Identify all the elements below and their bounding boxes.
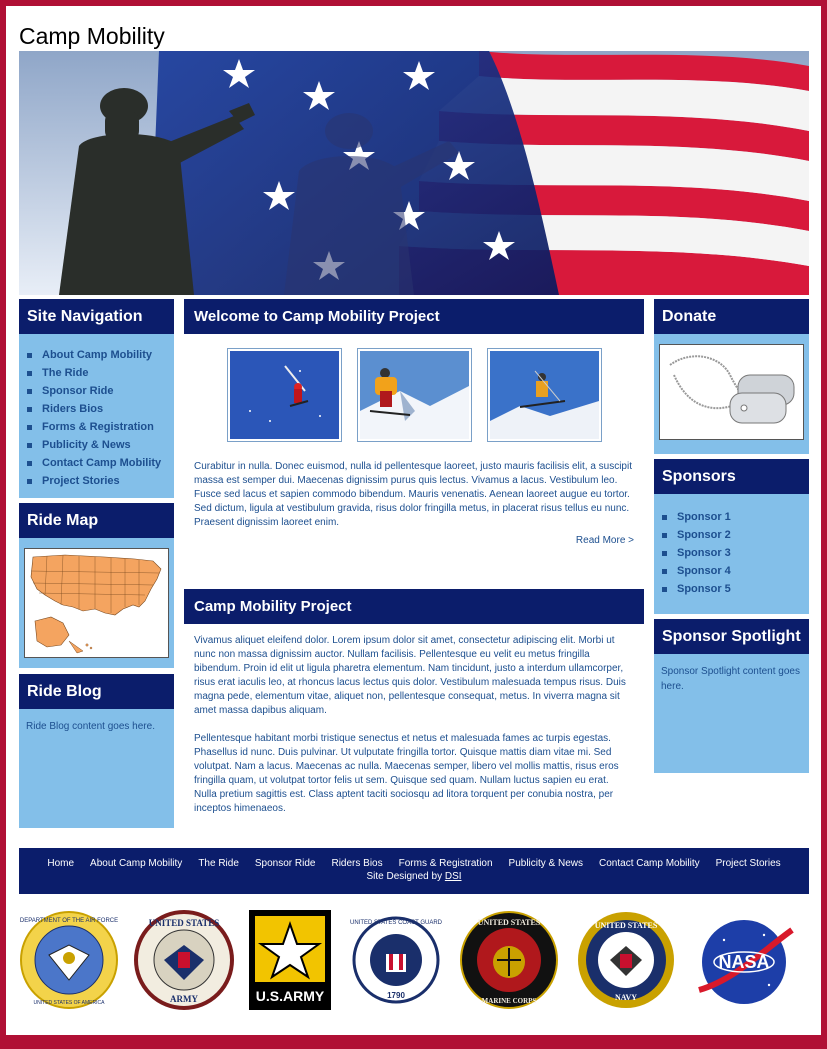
sponsor-spotlight-content: Sponsor Spotlight content goes here. xyxy=(661,666,800,692)
air-force-seal-bottom-text: UNITED STATES OF AMERICA xyxy=(33,1000,105,1006)
read-more-link[interactable]: Read More > xyxy=(575,535,634,546)
ski-photo-3[interactable] xyxy=(487,348,602,442)
air-force-seal-text: DEPARTMENT OF THE AIR FORCE xyxy=(19,918,119,924)
nav-item-about[interactable] xyxy=(27,346,174,364)
welcome-heading: Welcome to Camp Mobility Project xyxy=(184,299,644,334)
ski-photo-2[interactable] xyxy=(357,348,472,442)
nav-link-riders-bios[interactable]: Riders Bios xyxy=(42,403,104,415)
project-paragraph-1: Vivamus aliquet eleifend dolor. Lorem ipsum dolor sit amet, consectetur adipiscing elit. Morbi ut nunc non massa dignissim auctor. Nullam facilisis. Pellentesque eu velit eu metus fringilla bibendum. Proin id elit ut ligula pharetra elementum. Nam tincidunt, justo a interdum ullamcorper, risus erat iaculis leo, at rhoncus lacus lectus quis dolor. Vestibulum malesuada tempus risus. Duis magna pede, elementum vitae, aliquet non, pellentesque consequat, metus. In viverra magna sit amet massa dapibus aliquam. xyxy=(194,635,626,716)
ride-map-heading: Ride Map xyxy=(19,503,174,538)
sponsors-list xyxy=(654,494,809,598)
footer-link-home[interactable]: Home xyxy=(47,858,75,869)
site-title: Camp Mobility xyxy=(19,23,165,49)
sponsor-link-3[interactable]: Sponsor 3 xyxy=(677,547,731,559)
footer-links xyxy=(19,848,809,869)
sponsor-spotlight-body xyxy=(654,654,809,773)
nav-link-sponsor-ride[interactable]: Sponsor Ride xyxy=(42,385,114,397)
ride-blog-panel xyxy=(19,674,174,828)
footer-credit-text: Site Designed by xyxy=(366,871,443,882)
header-banner-image xyxy=(19,51,809,295)
page-frame xyxy=(6,6,821,1035)
site-navigation-body xyxy=(19,334,174,498)
sponsors-panel xyxy=(654,459,809,614)
army-seal-image[interactable] xyxy=(134,910,234,1010)
sponsor-item-5[interactable] xyxy=(662,580,809,598)
sponsor-spotlight-panel xyxy=(654,619,809,773)
donate-panel xyxy=(654,299,809,454)
ride-blog-content: Ride Blog content goes here. xyxy=(26,721,155,732)
footer-link-about[interactable]: About Camp Mobility xyxy=(90,858,183,869)
nav-link-forms[interactable]: Forms & Registration xyxy=(42,421,154,433)
coast-guard-seal-text: UNITED STATES COAST GUARD xyxy=(349,920,443,926)
navy-seal-text: UNITED STATES xyxy=(594,921,658,930)
navy-seal-bottom-text: NAVY xyxy=(614,993,638,1002)
ride-map-panel xyxy=(19,503,174,668)
nav-link-project-stories[interactable]: Project Stories xyxy=(42,475,120,487)
nav-link-publicity[interactable]: Publicity & News xyxy=(42,439,131,451)
sponsor-spotlight-heading: Sponsor Spotlight xyxy=(654,619,809,654)
sponsor-item-3[interactable] xyxy=(662,544,809,562)
footer-link-contact[interactable]: Contact Camp Mobility xyxy=(599,858,700,869)
nav-item-project-stories[interactable] xyxy=(27,472,174,490)
footer-link-forms[interactable]: Forms & Registration xyxy=(398,858,493,869)
site-navigation-list xyxy=(19,334,174,490)
project-heading: Camp Mobility Project xyxy=(184,589,644,624)
footer-link-riders-bios[interactable]: Riders Bios xyxy=(331,858,383,869)
nasa-logo-image[interactable] xyxy=(694,910,794,1010)
us-army-logo-image[interactable] xyxy=(249,910,331,1010)
nav-item-contact[interactable] xyxy=(27,454,174,472)
marines-seal-text: UNITED STATES xyxy=(477,918,541,927)
ski-photo-1[interactable] xyxy=(227,348,342,442)
marines-seal-bottom-text: MARINE CORPS xyxy=(481,997,537,1005)
project-section xyxy=(184,589,644,816)
sponsors-heading: Sponsors xyxy=(654,459,809,494)
nav-link-about[interactable]: About Camp Mobility xyxy=(42,349,152,361)
sponsor-item-2[interactable] xyxy=(662,526,809,544)
footer-link-the-ride[interactable]: The Ride xyxy=(198,858,239,869)
donate-body xyxy=(654,334,809,454)
sponsor-link-2[interactable]: Sponsor 2 xyxy=(677,529,731,541)
footer-navigation xyxy=(19,848,809,894)
sponsor-link-1[interactable]: Sponsor 1 xyxy=(677,511,731,523)
navy-seal-image[interactable] xyxy=(576,910,676,1010)
coast-guard-seal-image[interactable] xyxy=(346,910,446,1010)
nasa-logo-text: NASA xyxy=(718,952,770,972)
welcome-section xyxy=(184,299,644,548)
sponsor-item-4[interactable] xyxy=(662,562,809,580)
footer-link-project-stories[interactable]: Project Stories xyxy=(715,858,781,869)
footer-credit-link[interactable]: DSI xyxy=(444,871,462,882)
ride-blog-heading: Ride Blog xyxy=(19,674,174,709)
site-navigation-heading: Site Navigation xyxy=(19,299,174,334)
project-paragraph-2: Pellentesque habitant morbi tristique senectus et netus et malesuada fames ac turpis egestas. Phasellus id nunc. Duis pulvinar. Ut vulputate fringilla tortor. Quisque mattis diam vitae mi. Sed volutpat. Nam a lacus. Maecenas ac nulla. Maecenas semper, libero vel mollis mattis, risus eros fringilla quam, ut volutpat tortor felis ut sem. Quisque sed quam. Nullam luctus sapien eu erat. Nulla pretium sagittis est. Class aptent taciti sociosqu ad litora torquent per conubia nostra, per inceptos himenaeos. xyxy=(194,733,619,814)
donate-heading: Donate xyxy=(654,299,809,334)
ski-photo-row xyxy=(184,348,644,442)
army-seal-text: UNITED STATES xyxy=(148,918,220,928)
coast-guard-year-text: 1790 xyxy=(387,991,405,1000)
nav-item-publicity[interactable] xyxy=(27,436,174,454)
sponsor-item-1[interactable] xyxy=(662,508,809,526)
nav-link-the-ride[interactable]: The Ride xyxy=(42,367,89,379)
sponsor-link-5[interactable]: Sponsor 5 xyxy=(677,583,731,595)
nav-item-the-ride[interactable] xyxy=(27,364,174,382)
marine-corps-seal-image[interactable] xyxy=(459,910,559,1010)
nav-item-forms[interactable] xyxy=(27,418,174,436)
footer-link-sponsor-ride[interactable]: Sponsor Ride xyxy=(254,858,316,869)
dog-tags-image[interactable] xyxy=(659,344,804,440)
site-navigation-panel xyxy=(19,299,174,498)
air-force-seal-image[interactable] xyxy=(19,910,119,1010)
sponsor-link-4[interactable]: Sponsor 4 xyxy=(677,565,731,577)
sponsors-body xyxy=(654,494,809,614)
ride-map-body xyxy=(19,538,174,668)
us-map-image[interactable] xyxy=(24,548,169,658)
ride-blog-body xyxy=(19,709,174,828)
nav-link-contact[interactable]: Contact Camp Mobility xyxy=(42,457,162,469)
army-seal-bottom-text: ARMY xyxy=(170,994,198,1004)
footer-link-publicity[interactable]: Publicity & News xyxy=(508,858,584,869)
nav-item-riders-bios[interactable] xyxy=(27,400,174,418)
nav-item-sponsor-ride[interactable] xyxy=(27,382,174,400)
us-army-logo-text: U.S.ARMY xyxy=(255,988,325,1004)
footer-credit xyxy=(19,871,809,882)
welcome-paragraph: Curabitur in nulla. Donec euismod, nulla id pellentesque laoreet, justo mauris facilisis elit, a suscipit massa est semper dui. Maecenas dignissim purus quis lectus. Vivamus a lacus. Vestibulum leo. Fusce sed lacus et sapien commodo bibendum. Mauris venenatis. Aenean laoreet augue eu tortor. Sed dictum, ligula at vestibulum gravida, risus dolor fringilla metus, in placerat risus tellus eu nunc. Praesent dignissim laoreet enim. xyxy=(194,461,632,528)
